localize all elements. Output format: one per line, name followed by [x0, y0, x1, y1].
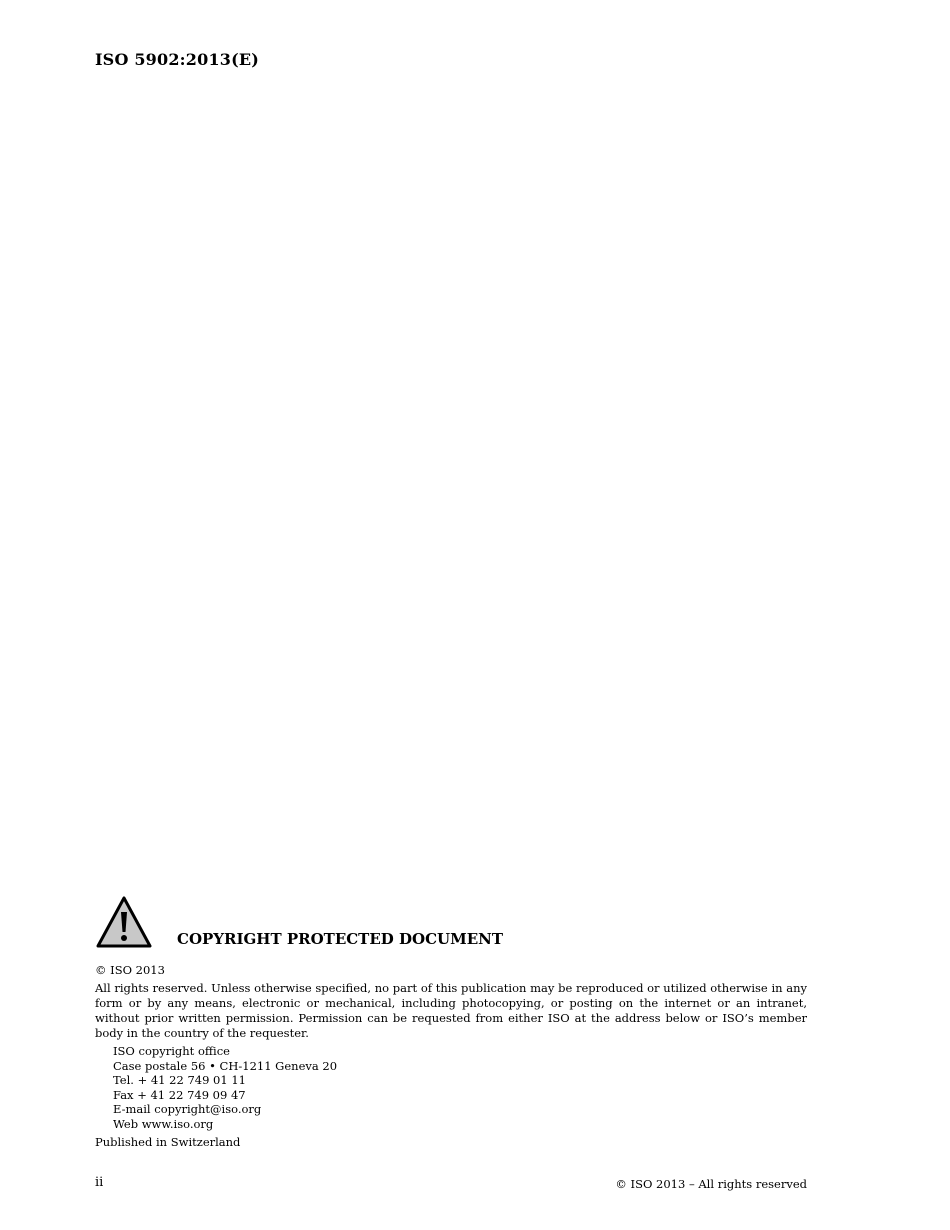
page-number: ii — [95, 1175, 104, 1190]
warning-triangle-icon — [95, 895, 153, 949]
address-line: E-mail copyright@iso.org — [113, 1102, 262, 1116]
address-line: Web www.iso.org — [113, 1116, 214, 1131]
document-id-header: ISO 5902:2013(E) — [95, 50, 260, 69]
copyright-office-address — [113, 1044, 807, 1131]
address-line: Tel. + 41 22 749 01 11 — [113, 1073, 246, 1087]
copyright-notice — [95, 895, 807, 1150]
footer-copyright: © ISO 2013 – All rights reserved — [615, 1177, 807, 1191]
address-line: Case postale 56 • CH-1211 Geneva 20 — [113, 1058, 338, 1073]
copyright-year: © ISO 2013 — [95, 963, 165, 977]
address-line: ISO copyright office — [113, 1044, 230, 1058]
copyright-heading-row — [95, 895, 807, 949]
copyright-heading: COPYRIGHT PROTECTED DOCUMENT — [177, 930, 504, 948]
published-in: Published in Switzerland — [95, 1135, 241, 1149]
address-line: Fax + 41 22 749 09 47 — [113, 1087, 246, 1102]
rights-statement: All rights reserved. Unless otherwise specified, no part of this publication may be reproduced or utilized otherwise in any form or by any means, electronic or mechanical, including photocopying, or posting on the internet or an intranet, without prior written permission. Permission can be requested from either ISO at the address below or ISO’s member body in the country of the requester. — [95, 981, 807, 1040]
